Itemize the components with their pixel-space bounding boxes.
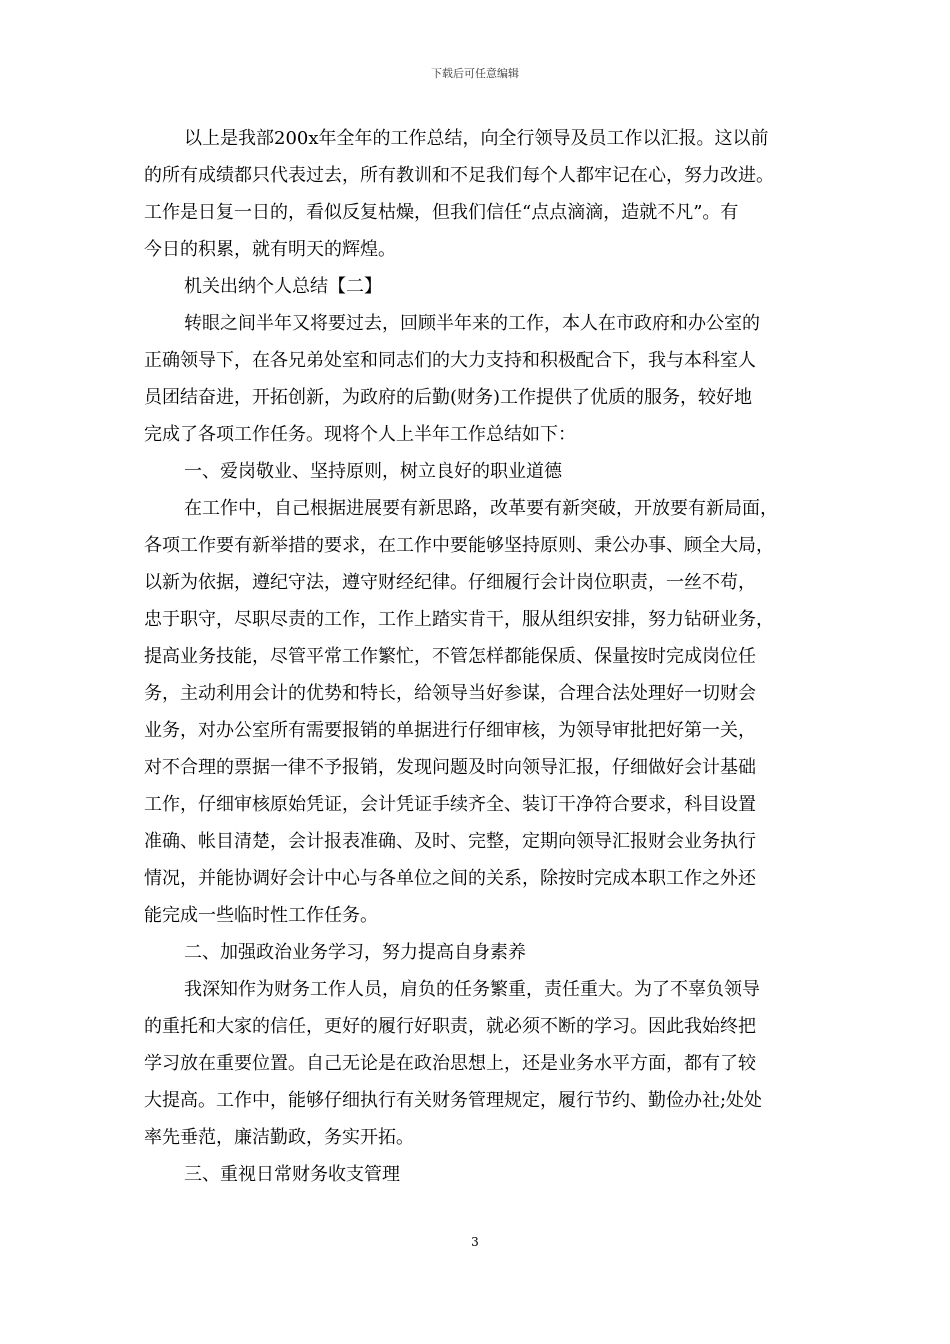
paragraph-line: 业务，对办公室所有需要报销的单据进行仔细审核，为领导审批把好第一关， [144, 720, 756, 741]
paragraph-line: 完成了各项工作任务。现将个人上半年工作总结如下： [144, 424, 576, 445]
paragraph-first-line: 二、加强政治业务学习，努力提高自身素养 [184, 942, 526, 963]
paragraph-first-line: 在工作中，自己根据进展要有新思路，改革要有新突破，开放要有新局面， [184, 498, 778, 519]
paragraph-line: 的所有成绩都只代表过去，所有教训和不足我们每个人都牢记在心，努力改进。 [144, 165, 774, 186]
paragraph-line: 大提高。工作中，能够仔细执行有关财务管理规定，履行节约、勤俭办社;处处 [144, 1090, 763, 1111]
paragraph-line: 情况，并能协调好会计中心与各单位之间的关系，除按时完成本职工作之外还 [144, 868, 756, 889]
paragraph-line: 的重托和大家的信任，更好的履行好职责，就必须不断的学习。因此我始终把 [144, 1016, 756, 1037]
paragraph-line: 工作是日复一日的，看似反复枯燥，但我们信任“点点滴滴，造就不凡”。有 [144, 202, 739, 223]
document-body [144, 120, 808, 1193]
paragraph-line: 能完成一些临时性工作任务。 [144, 905, 378, 926]
paragraph-line: 忠于职守，尽职尽责的工作，工作上踏实肯干，服从组织安排，努力钻研业务， [144, 609, 774, 630]
paragraph-line: 对不合理的票据一律不予报销，发现问题及时向领导汇报，仔细做好会计基础 [144, 757, 756, 778]
paragraph-line: 率先垂范，廉洁勤政，务实开拓。 [144, 1127, 414, 1148]
paragraph-line: 提高业务技能，尽管平常工作繁忙，不管怎样都能保质、保量按时完成岗位任 [144, 646, 756, 667]
paragraph-line: 员团结奋进，开拓创新，为政府的后勤(财务)工作提供了优质的服务，较好地 [144, 387, 753, 408]
paragraph-line: 各项工作要有新举措的要求，在工作中要能够坚持原则、秉公办事、顾全大局， [144, 535, 774, 556]
page-number: 3 [471, 1235, 479, 1249]
paragraph-line: 学习放在重要位置。自己无论是在政治思想上，还是业务水平方面，都有了较 [144, 1053, 756, 1074]
paragraph-first-line: 机关出纳个人总结【二】 [184, 276, 382, 297]
paragraph-first-line: 我深知作为财务工作人员，肩负的任务繁重，责任重大。为了不辜负领导 [184, 979, 760, 1000]
paragraph-line: 务，主动利用会计的优势和特长，给领导当好参谋，合理合法处理好一切财会 [144, 683, 756, 704]
paragraph-first-line: 一、爱岗敬业、坚持原则，树立良好的职业道德 [184, 461, 562, 482]
page-header: 下载后可任意编辑 [431, 67, 519, 80]
paragraph-line: 准确、帐目清楚，会计报表准确、及时、完整，定期向领导汇报财会业务执行 [144, 831, 756, 852]
paragraph-line: 以新为依据，遵纪守法，遵守财经纪律。仔细履行会计岗位职责，一丝不苟， [144, 572, 756, 593]
paragraph-first-line: 以上是我部200x年全年的工作总结，向全行领导及员工作以汇报。这以前 [184, 128, 769, 149]
paragraph-line: 工作，仔细审核原始凭证，会计凭证手续齐全、装订干净符合要求，科目设置 [144, 794, 756, 815]
paragraph-line: 今日的积累，就有明天的辉煌。 [144, 239, 396, 260]
paragraph-line: 正确领导下，在各兄弟处室和同志们的大力支持和积极配合下，我与本科室人 [144, 350, 756, 371]
paragraph-first-line: 转眼之间半年又将要过去，回顾半年来的工作，本人在市政府和办公室的 [184, 313, 760, 334]
paragraph-first-line: 三、重视日常财务收支管理 [184, 1164, 400, 1185]
